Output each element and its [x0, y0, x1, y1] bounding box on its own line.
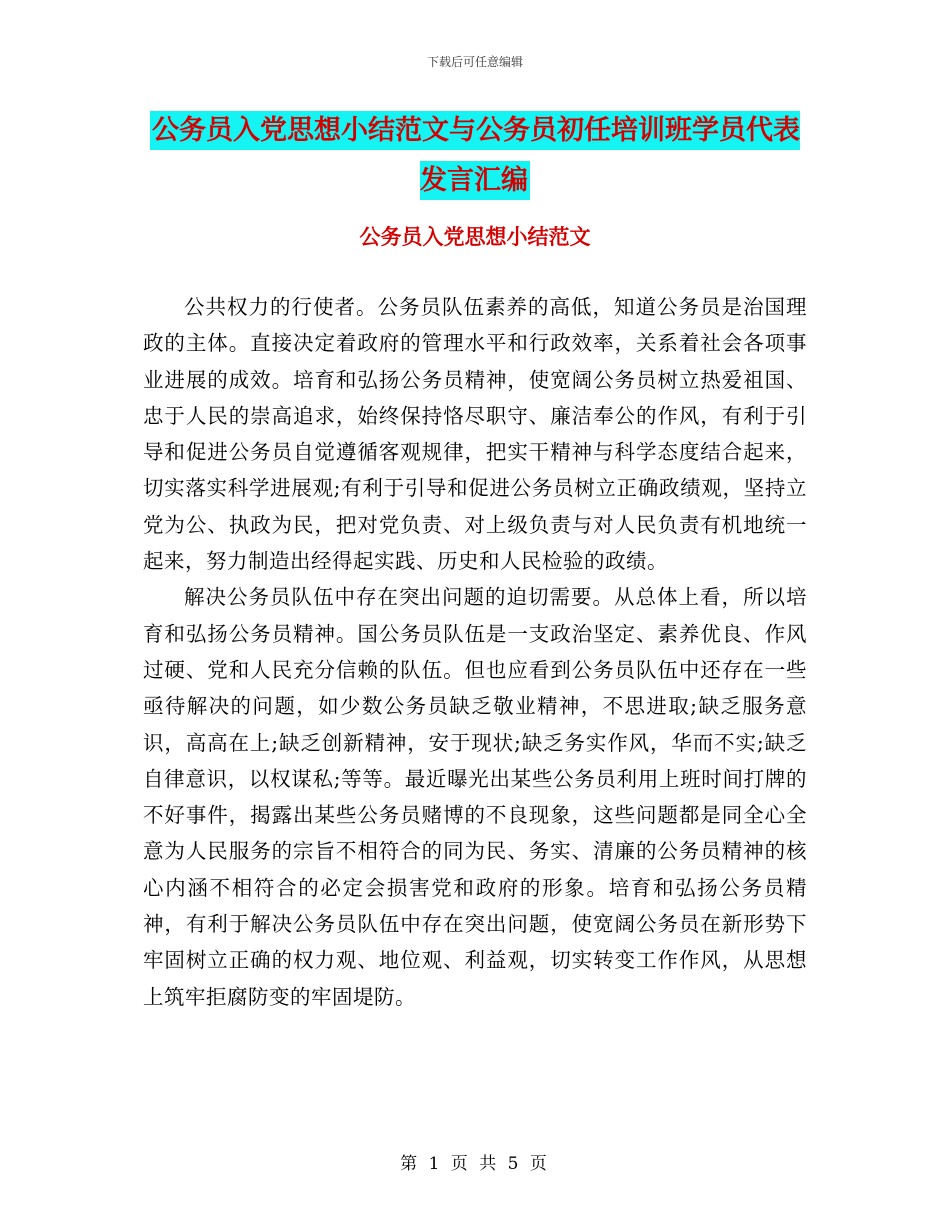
document-title [143, 106, 807, 206]
page-footer: 第 1 页 共 5 页 [400, 1154, 550, 1174]
paragraph-1: 公共权力的行使者。公务员队伍素养的高低，知道公务员是治国理政的主体。直接决定着政府的管理水平和行政效率，关系着社会各项事业进展的成效。培育和弘扬公务员精神，使宽阔公务员树立热爱祖国、忠于人民的崇高追求，始终保持恪尽职守、廉洁奉公的作风，有利于引导和促进公务员自觉遵循客观规律，把实干精神与科学态度结合起来，切实落实科学进展观;有利于引导和促进公务员树立正确政绩观，坚持立党为公、执政为民，把对党负责、对上级负责与对人民负责有机地统一起来，努力制造出经得起实践、历史和人民检验的政绩。 [143, 295, 807, 574]
document-title-text: 公务员入党思想小结范文与公务员初任培训班学员代表发言汇编 [150, 111, 800, 200]
page-header-note: 下载后可任意编辑 [426, 55, 523, 69]
section-heading: 公务员入党思想小结范文 [359, 225, 591, 249]
paragraph-2: 解决公务员队伍中存在突出问题的迫切需要。从总体上看，所以培育和弘扬公务员精神。国公务员队伍是一支政治坚定、素养优良、作风过硬、党和人民充分信赖的队伍。但也应看到公务员队伍中还存在一些亟待解决的问题，如少数公务员缺乏敬业精神，不思进取;缺乏服务意识，高高在上;缺乏创新精神，安于现状;缺乏务实作风，华而不实;缺乏自律意识，以权谋私;等等。最近曝光出某些公务员利用上班时间打牌的不好事件，揭露出某些公务员赌博的不良现象，这些问题都是同全心全意为人民服务的宗旨不相符合的同为民、务实、清廉的公务员精神的核心内涵不相符合的必定会损害党和政府的形象。培育和弘扬公务员精神，有利于解决公务员队伍中存在突出问题，使宽阔公务员在新形势下牢固树立正确的权力观、地位观、利益观，切实转变工作作风，从思想上筑牢拒腐防变的牢固堤防。 [143, 585, 807, 1009]
body-text [143, 289, 807, 1015]
